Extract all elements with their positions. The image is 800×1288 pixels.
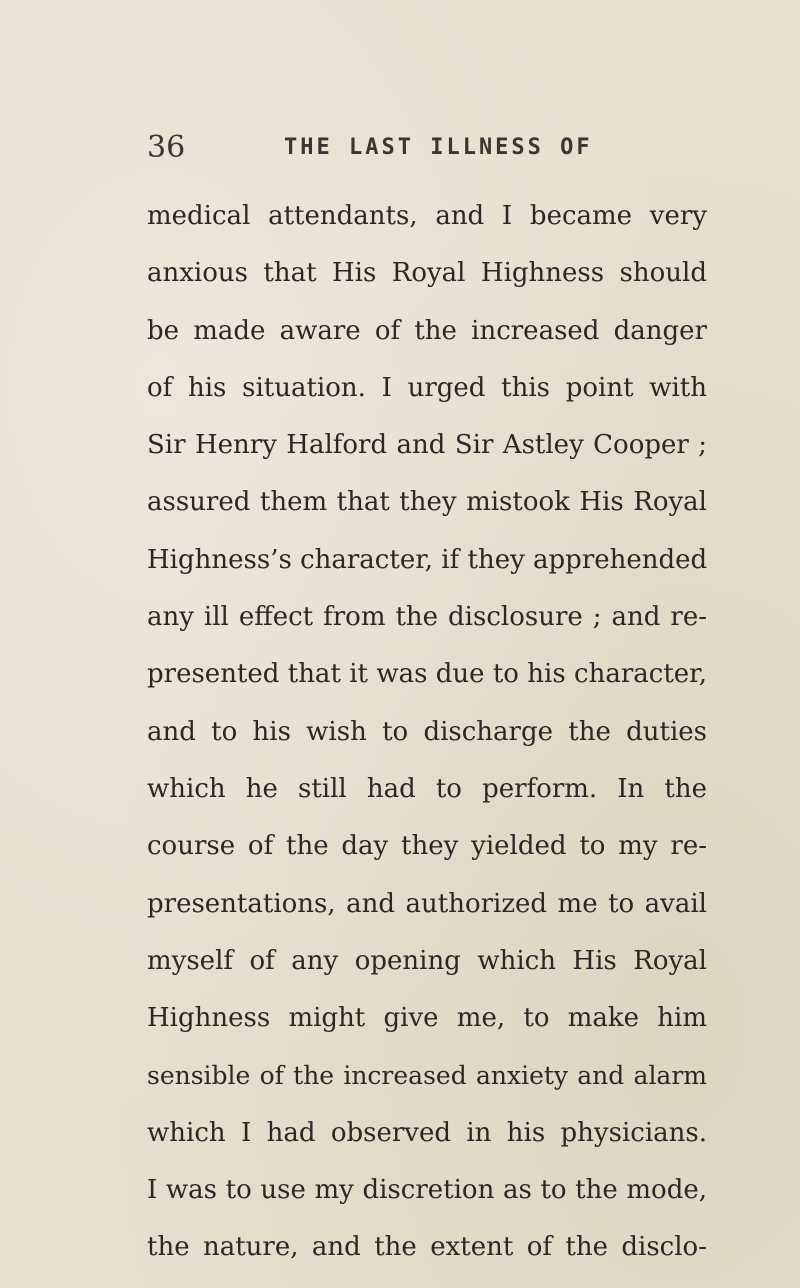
text-line: I was to use my discretion as to the mode, [147,1175,707,1206]
text-line: assured them that they mistook His Royal [147,487,707,518]
text-line: any ill effect from the disclosure ; and re- [147,602,707,633]
text-line: presented that it was due to his character, [147,659,707,690]
text-line: myself of any opening which His Royal [147,945,707,976]
running-head [147,128,707,168]
text-line: which he still had to perform. In the [147,773,707,804]
text-line: sensible of the increased anxiety and alarm [147,1061,707,1091]
text-line: anxious that His Royal Highness should [147,258,707,289]
text-line: be made aware of the increased danger [147,315,707,346]
text-line: presentations, and authorized me to avail [147,888,707,919]
text-line: of his situation. I urged this point with [147,372,707,403]
page-number: 36 [147,130,186,165]
text-line: course of the day they yielded to my re- [147,831,707,862]
body-text [147,188,707,1277]
running-title: THE LAST ILLNESS OF [284,135,593,160]
text-line: medical attendants, and I became very [147,201,707,231]
text-line: the nature, and the extent of the disclo- [147,1232,707,1263]
text-line: and to his wish to discharge the duties [147,716,707,747]
text-line: Sir Henry Halford and Sir Astley Cooper ; [147,430,707,461]
text-line: Highness might give me, to make him [147,1003,707,1034]
text-line: Highness’s character, if they apprehended [147,544,708,575]
text-line: which I had observed in his physicians. [147,1117,707,1148]
